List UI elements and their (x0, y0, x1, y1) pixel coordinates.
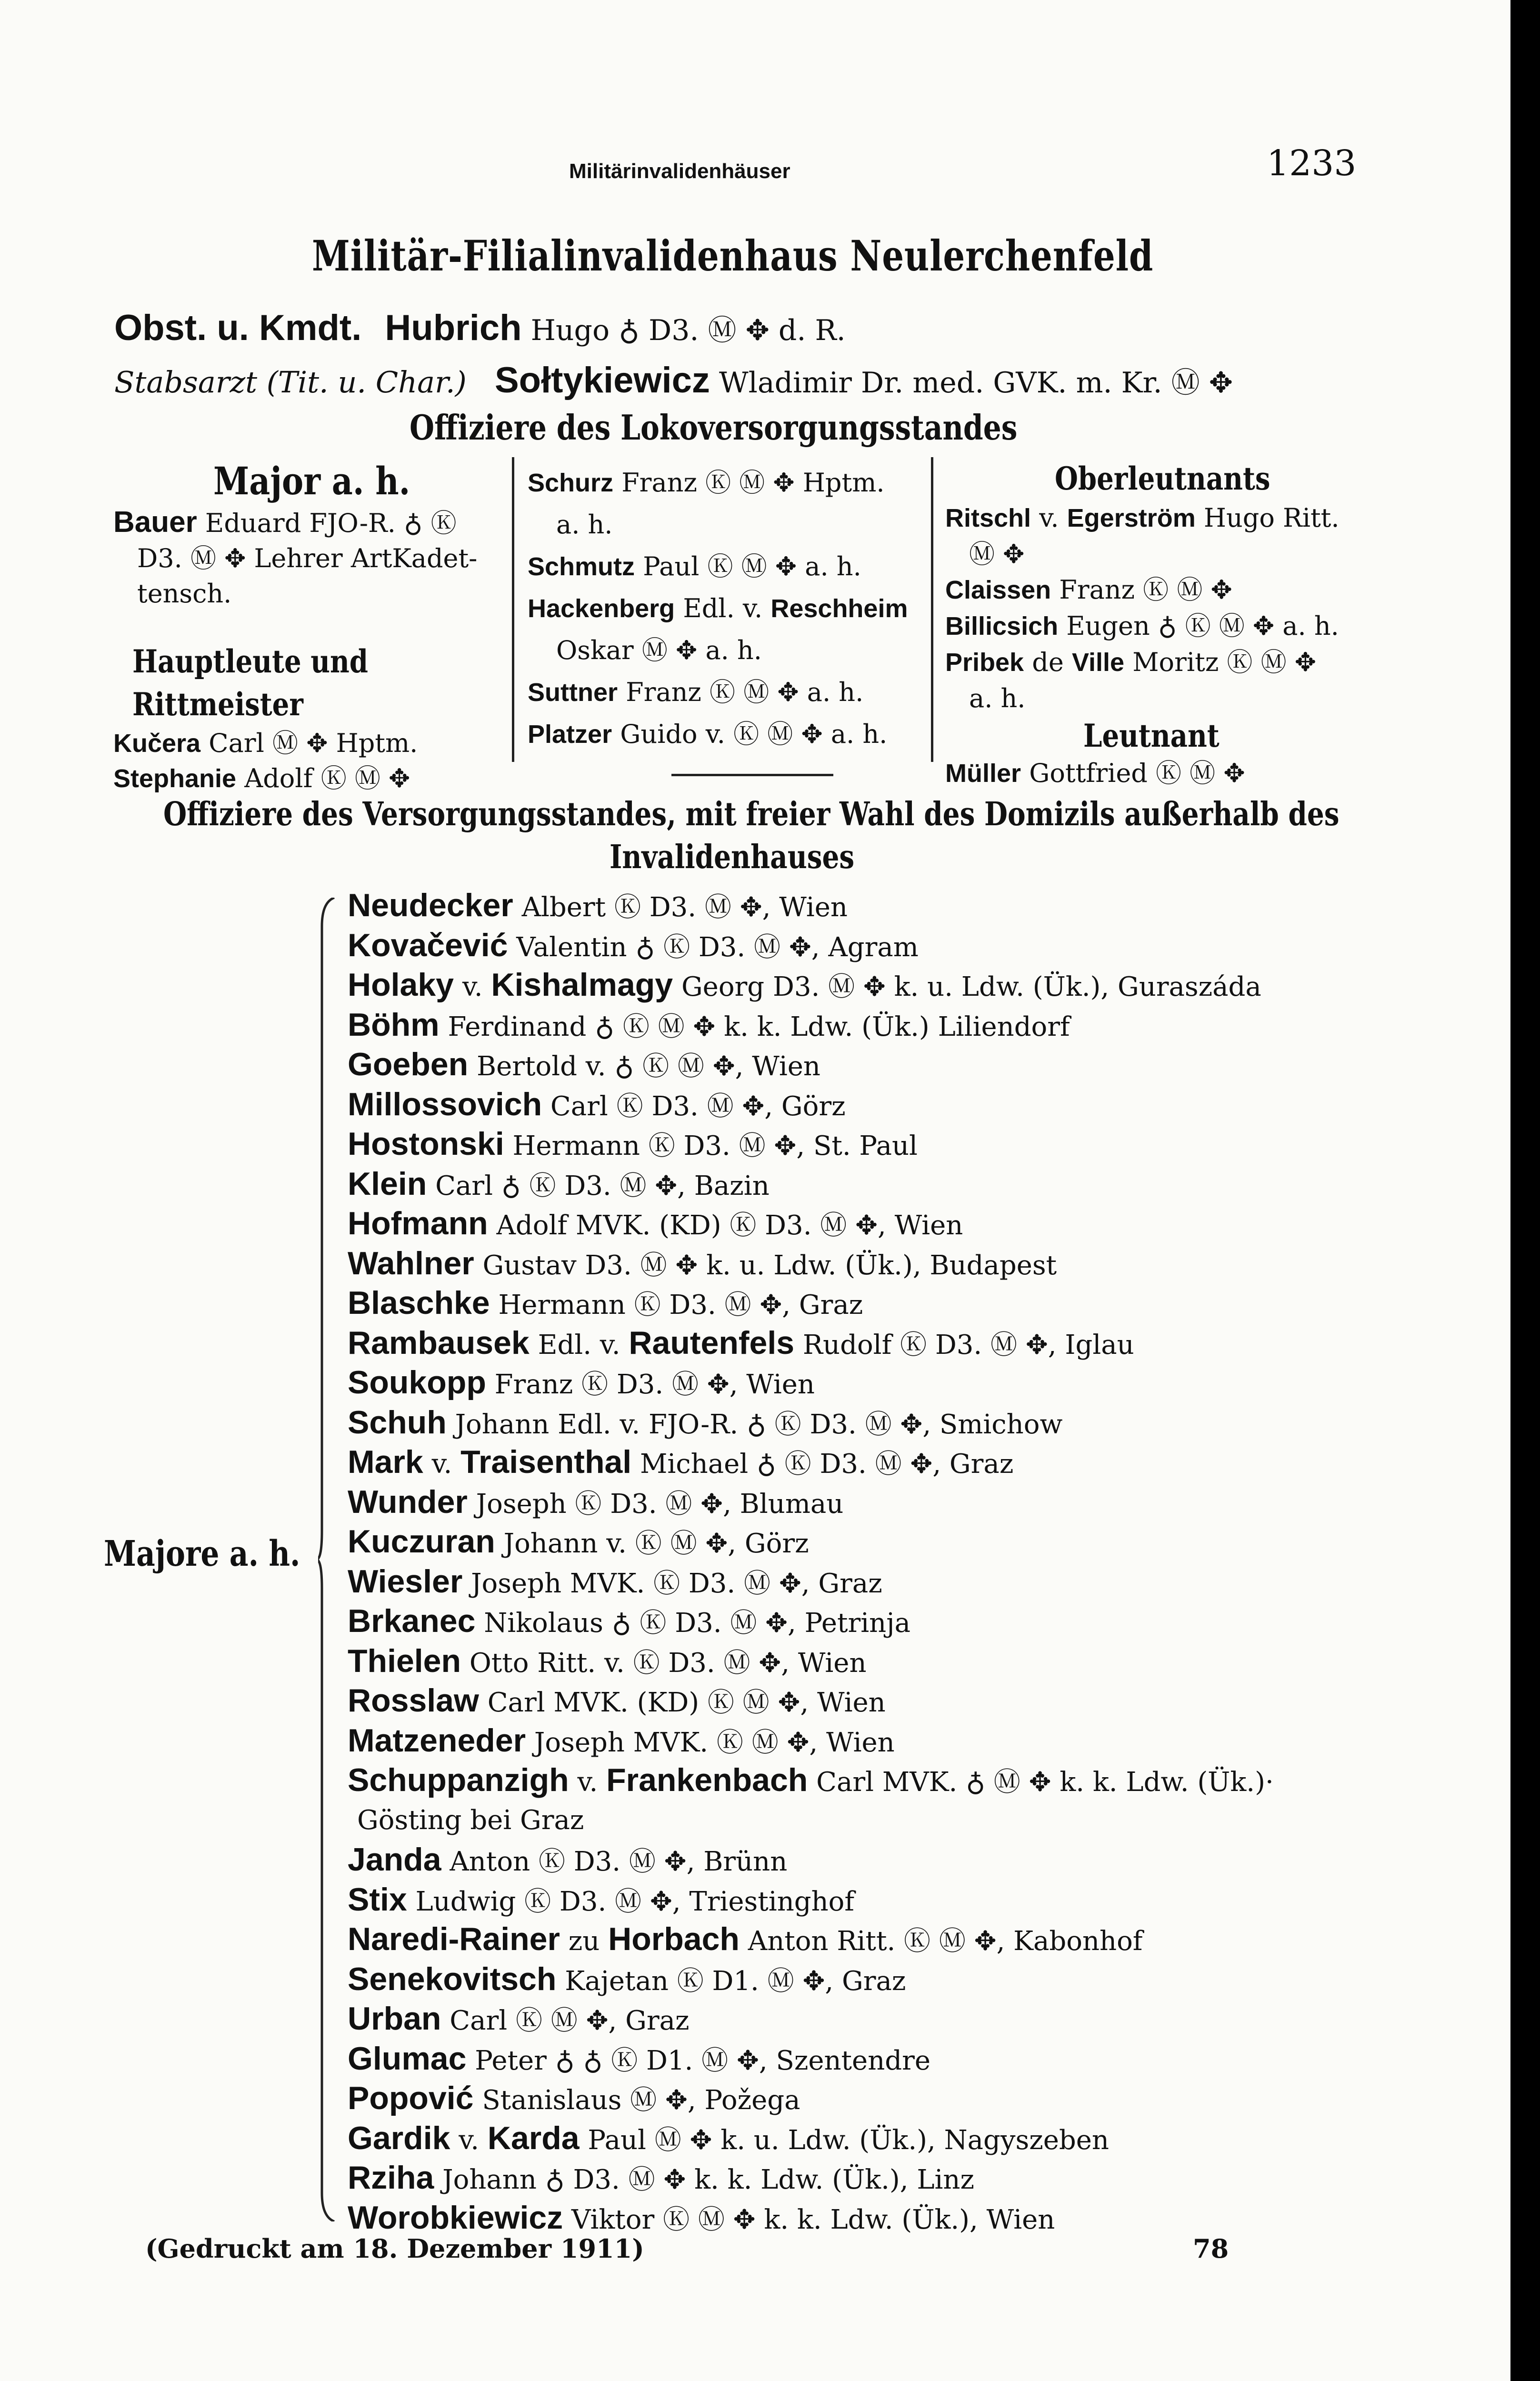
majore-label: Majore a. h. (104, 1533, 300, 1574)
surname: Hofmann (348, 1205, 488, 1241)
surname: Holaky (348, 967, 454, 1003)
entry-details: Carl MVK. ♁ Ⓜ ✥ k. k. Ldw. (Ük.)· (816, 1767, 1274, 1798)
list-item (348, 1601, 1467, 1641)
entry-details: Albert Ⓚ D3. Ⓜ ✥, Wien (521, 892, 848, 923)
entry-details: Ferdinand ♁ Ⓚ Ⓜ ✥ k. k. Ldw. (Ük.) Liliendorf (448, 1011, 1070, 1042)
list-item (348, 1363, 1467, 1403)
surname: Soukopp (348, 1364, 486, 1401)
entry-pribek-line2: a. h. (969, 683, 1026, 713)
surname: Popović (348, 2080, 474, 2116)
entry-details: Johann Edl. v. FJO-R. ♁ Ⓚ D3. Ⓜ ✥, Smichow (455, 1409, 1063, 1440)
entry-details: Hermann Ⓚ D3. Ⓜ ✥, Graz (498, 1290, 863, 1321)
loko-heading: Offiziere des Lokoversorgungsstandes (410, 407, 1018, 448)
entry-details: Eugen ♁ Ⓚ Ⓜ ✥ a. h. (1066, 611, 1339, 641)
surname: Goeben (348, 1046, 469, 1082)
entry-details: Adolf MVK. (KD) Ⓚ D3. Ⓜ ✥, Wien (496, 1210, 963, 1241)
print-date: (Gedruckt am 18. Dezember 1911) (145, 2233, 644, 2264)
versorgung-heading: Offiziere des Versorgungsstandes, mit freier Wahl des Domizils außerhalb des (163, 795, 1340, 833)
entry-details: Peter ♁ ♁ Ⓚ D1. Ⓜ ✥, Szentendre (475, 2045, 931, 2076)
surname: Müller (945, 759, 1021, 788)
surname: Matzeneder (348, 1722, 526, 1759)
surname: Ville (1071, 648, 1125, 677)
surname: Stix (348, 1881, 407, 1918)
surname: Böhm (348, 1006, 440, 1043)
entry-details: Nikolaus ♁ Ⓚ D3. Ⓜ ✥, Petrinja (484, 1608, 910, 1639)
entry-details: Georg D3. Ⓜ ✥ k. u. Ldw. (Ük.), Guraszáda (681, 971, 1261, 1002)
entry-details: Franz Ⓚ Ⓜ ✥ (1059, 575, 1232, 605)
entry-details: Otto Ritt. v. Ⓚ D3. Ⓜ ✥, Wien (469, 1647, 867, 1679)
entry-details: v. (459, 2124, 480, 2156)
list-item (348, 2198, 1467, 2238)
entry-details: Carl Ⓚ Ⓜ ✥, Graz (450, 2005, 690, 2036)
entry-schmutz (528, 546, 923, 588)
surname: Senekovitsch (348, 1961, 557, 1997)
surname: Bauer (113, 506, 197, 539)
list-item (348, 1562, 1467, 1602)
surname: Wiesler (348, 1563, 463, 1600)
entry-suttner (528, 671, 923, 713)
page-title: Militär-Filialinvalidenhaus Neulerchenfeld (312, 231, 1154, 280)
list-item (348, 1920, 1467, 1960)
list-item (348, 1681, 1467, 1721)
entry-details: Stanislaus Ⓜ ✥, Požega (482, 2085, 800, 2116)
doctor-surname: Sołtykiewicz (494, 360, 710, 400)
list-item (348, 886, 1467, 926)
surname: Thielen (348, 1642, 461, 1679)
column-major (113, 457, 504, 796)
surname: Rosslaw (348, 1682, 479, 1719)
entry-details: v. (462, 971, 483, 1002)
surname: Mark (348, 1444, 423, 1480)
majore-list (348, 886, 1467, 2238)
list-item (348, 1124, 1467, 1164)
entry-details: Paul Ⓚ Ⓜ ✥ a. h. (643, 551, 861, 581)
list-item (348, 1244, 1467, 1284)
surname: Wunder (348, 1483, 468, 1520)
entry-details: de (1032, 647, 1064, 677)
list-item (348, 2079, 1467, 2119)
surname: Claissen (945, 576, 1051, 604)
surname: Neudecker (348, 887, 513, 923)
surname: Pribek (945, 648, 1024, 677)
entry-details: Carl ♁ Ⓚ D3. Ⓜ ✥, Bazin (435, 1170, 770, 1201)
entry-details: Viktor Ⓚ Ⓜ ✥ k. k. Ldw. (Ük.), Wien (571, 2204, 1055, 2235)
surname: Schurz (528, 469, 614, 497)
leutnant-heading: Leutnant (1083, 717, 1220, 754)
surname: Egerström (1067, 504, 1196, 532)
surname: Blaschke (348, 1285, 490, 1321)
doctor-details: Wladimir Dr. med. GVK. m. Kr. Ⓜ ✥ (719, 366, 1233, 400)
doctor-line (114, 360, 1233, 401)
list-item (348, 2158, 1467, 2198)
surname: Naredi-Rainer (348, 1921, 560, 1957)
surname: Janda (348, 1841, 441, 1878)
entry-details: Carl Ⓜ ✥ Hptm. (209, 728, 418, 758)
surname: Traisenthal (460, 1444, 632, 1480)
surname: Horbach (608, 1921, 740, 1957)
entry-kucera (113, 726, 504, 761)
running-head: Militärinvalidenhäuser (569, 160, 790, 183)
list-item (348, 1801, 1467, 1841)
entry-stephanie (113, 761, 504, 796)
surname: Kuczuran (348, 1523, 495, 1560)
entry-details: Rudolf Ⓚ D3. Ⓜ ✥, Iglau (802, 1329, 1134, 1361)
surname: Schuppanzigh (348, 1762, 569, 1798)
surname: Karda (487, 2120, 580, 2156)
entry-details: Bertold v. ♁ Ⓚ Ⓜ ✥, Wien (476, 1051, 820, 1082)
column-divider (512, 457, 514, 762)
curly-brace (318, 898, 337, 2221)
entry-details: Franz Ⓚ Ⓜ ✥ Hptm. (621, 468, 885, 498)
surname: Schmutz (528, 552, 635, 581)
commander-rank: Obst. u. Kmdt. (114, 308, 362, 348)
column-hauptleute (528, 462, 923, 755)
entry-details: Anton Ritt. Ⓚ Ⓜ ✥, Kabonhof (748, 1926, 1143, 1957)
entry-hackenberg-line2: Oskar Ⓜ ✥ a. h. (556, 635, 762, 665)
entry-details: Franz Ⓚ D3. Ⓜ ✥, Wien (494, 1369, 815, 1400)
entry-platzer (528, 713, 923, 755)
surname: Gardik (348, 2120, 450, 2156)
entry-details: Ludwig Ⓚ D3. Ⓜ ✥, Triestinghof (415, 1886, 855, 1917)
list-item (348, 1761, 1467, 1801)
entry-details: Guido v. Ⓚ Ⓜ ✥ a. h. (620, 719, 888, 749)
entry-details: Kajetan Ⓚ D1. Ⓜ ✥, Graz (565, 1965, 906, 1997)
surname: Wahlner (348, 1245, 474, 1281)
list-item (348, 1442, 1467, 1482)
commander-line (114, 307, 846, 349)
entry-claissen (945, 572, 1355, 608)
entry-details: Gustav D3. Ⓜ ✥ k. u. Ldw. (Ük.), Budapest (482, 1250, 1057, 1281)
list-item (348, 1880, 1467, 1920)
surname: Stephanie (113, 764, 237, 793)
list-item (348, 1482, 1467, 1522)
oberleutnants-heading: Oberleutnants (1055, 460, 1270, 497)
entry-details: Edl. v. (538, 1329, 620, 1361)
surname: Urban (348, 2001, 441, 2037)
surname: Kučera (113, 729, 201, 758)
column-oberleutnants (945, 457, 1355, 791)
list-item (348, 1522, 1467, 1562)
list-item (348, 1085, 1467, 1125)
column-divider (931, 457, 933, 762)
entry-details: Joseph MVK. Ⓚ D3. Ⓜ ✥, Graz (471, 1568, 882, 1599)
entry-schurz-line2: a. h. (556, 510, 613, 540)
entry-details: Eduard FJO-R. ♁ Ⓚ (205, 508, 457, 538)
surname: Hostonski (348, 1126, 504, 1162)
hauptleute-heading: Hauptleute und Rittmeister (132, 643, 369, 723)
surname: Klein (348, 1165, 427, 1202)
list-item (348, 2119, 1467, 2159)
list-item (348, 1403, 1467, 1443)
entry-details: Adolf Ⓚ Ⓜ ✥ (244, 763, 410, 793)
entry-details: v. (431, 1449, 452, 1480)
list-item (348, 1045, 1467, 1085)
entry-ritschl (945, 500, 1355, 536)
surname: Schuh (348, 1404, 447, 1441)
surname: Reschheim (770, 594, 908, 623)
surname: Hackenberg (528, 594, 675, 623)
entry-details: Michael ♁ Ⓚ D3. Ⓜ ✥, Graz (640, 1449, 1014, 1480)
surname: Worobkiewicz (348, 2199, 563, 2236)
surname: Rziha (348, 2160, 434, 2196)
entry-schurz (528, 462, 923, 504)
major-heading: Major a. h. (213, 459, 410, 503)
surname: Brkanec (348, 1603, 476, 1639)
surname: Kishalmagy (491, 967, 673, 1003)
commander-surname: Hubrich (385, 308, 522, 348)
list-item (348, 926, 1467, 966)
surname: Rambausek (348, 1324, 530, 1361)
surname: Rautenfels (629, 1324, 795, 1361)
entry-details: Joseph MVK. Ⓚ Ⓜ ✥, Wien (534, 1727, 895, 1758)
entry-details: Moritz Ⓚ Ⓜ ✥ (1132, 647, 1317, 677)
entry-bauer (113, 505, 504, 541)
list-item (348, 1840, 1467, 1880)
entry-details: v. (577, 1767, 598, 1798)
surname: Platzer (528, 720, 612, 749)
list-item (348, 1204, 1467, 1244)
entry-details: Joseph Ⓚ D3. Ⓜ ✥, Blumau (476, 1488, 844, 1520)
entry-details: zu (568, 1926, 600, 1957)
entry-details: Edl. v. (683, 593, 763, 623)
entry-details: Anton Ⓚ D3. Ⓜ ✥, Brünn (450, 1846, 788, 1877)
entry-details: v. (1039, 503, 1059, 533)
entry-hackenberg (528, 588, 923, 630)
surname: Frankenbach (606, 1762, 808, 1798)
list-item (348, 1960, 1467, 2000)
list-item (348, 1164, 1467, 1204)
list-item (348, 1283, 1467, 1323)
entry-details: Johann ♁ D3. Ⓜ ✥ k. k. Ldw. (Ük.), Linz (442, 2164, 974, 2195)
list-item (348, 1999, 1467, 2039)
section-rule (671, 774, 833, 776)
entry-mueller (945, 755, 1355, 791)
page-number: 1233 (1267, 143, 1357, 184)
list-item (348, 1323, 1467, 1363)
entry-bauer-line2: D3. Ⓜ ✥ Lehrer ArtKadet- (137, 543, 478, 573)
entry-details: Carl MVK. (KD) Ⓚ Ⓜ ✥, Wien (487, 1687, 886, 1718)
surname: Billicsich (945, 612, 1059, 640)
entry-details: Valentin ♁ Ⓚ D3. Ⓜ ✥, Agram (516, 931, 919, 963)
surname: Ritschl (945, 504, 1031, 532)
entry-details: Paul Ⓜ ✥ k. u. Ldw. (Ük.), Nagyszeben (588, 2124, 1109, 2156)
list-item (348, 1005, 1467, 1045)
commander-details: Hugo ♁ D3. Ⓜ ✥ d. R. (530, 314, 846, 347)
list-item (348, 1721, 1467, 1761)
entry-details: Johann v. Ⓚ Ⓜ ✥, Görz (503, 1528, 809, 1559)
entry-details: Hermann Ⓚ D3. Ⓜ ✥, St. Paul (512, 1130, 918, 1161)
surname: Kovačević (348, 927, 508, 963)
list-item (348, 1641, 1467, 1681)
entry-details: Carl Ⓚ D3. Ⓜ ✥, Görz (550, 1090, 846, 1122)
continuation-text: Gösting bei Graz (357, 1804, 584, 1836)
surname: Millossovich (348, 1086, 542, 1122)
versorgung-heading-line2: Invalidenhauses (610, 838, 855, 876)
surname: Suttner (528, 678, 618, 707)
entry-details: Gottfried Ⓚ Ⓜ ✥ (1029, 758, 1245, 788)
entry-billicsich (945, 608, 1355, 644)
list-item (348, 2039, 1467, 2079)
entry-details: Hugo Ritt. (1203, 503, 1340, 533)
doctor-rank: Stabsarzt (Tit. u. Char.) (114, 365, 467, 400)
entry-bauer-line3: tensch. (137, 579, 232, 609)
entry-details: Franz Ⓚ Ⓜ ✥ a. h. (626, 677, 864, 707)
sheet-number: 78 (1193, 2233, 1229, 2264)
surname: Glumac (348, 2040, 467, 2077)
entry-pribek (945, 644, 1355, 680)
list-item (348, 965, 1467, 1005)
entry-ritschl-line2: Ⓜ ✥ (969, 539, 1025, 569)
